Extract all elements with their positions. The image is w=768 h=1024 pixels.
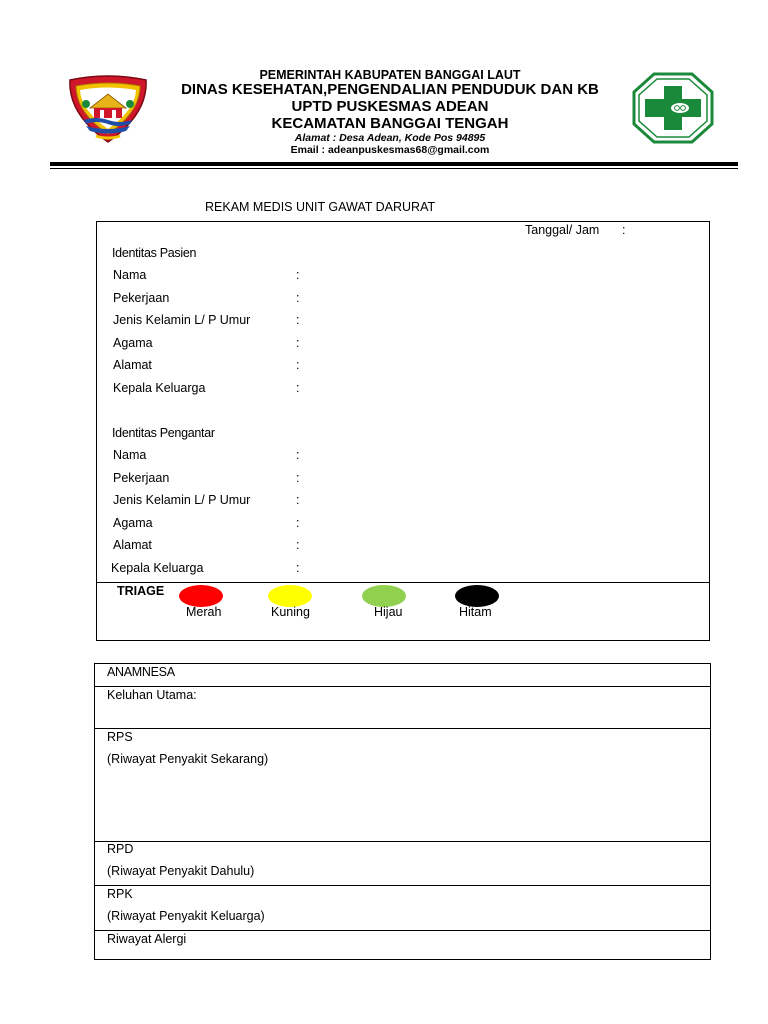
patient-field-label: Kepala Keluarga — [113, 380, 206, 395]
triage-dot-kuning — [268, 585, 312, 607]
riwayat-alergi-label: Riwayat Alergi — [107, 932, 187, 946]
letterhead-thick-rule — [50, 162, 738, 166]
rps-description: (Riwayat Penyakit Sekarang) — [107, 752, 269, 766]
triage-dot-hitam — [455, 585, 499, 607]
triage-label: TRIAGE — [117, 584, 165, 598]
triage-label-hitam: Hitam — [459, 605, 492, 619]
patient-field-colon: : — [296, 380, 300, 395]
patient-identity-heading: Identitas Pasien — [112, 246, 197, 260]
escort-field-label: Kepala Keluarga — [111, 560, 204, 575]
regency-coat-of-arms-icon — [66, 74, 150, 144]
identity-box — [96, 221, 710, 641]
escort-field-colon: : — [296, 493, 300, 507]
escort-field-label: Agama — [113, 515, 153, 530]
letterhead-puskesmas: UPTD PUSKESMAS ADEAN — [291, 97, 489, 115]
letterhead-address: Alamat : Desa Adean, Kode Pos 94895 — [294, 132, 486, 145]
puskesmas-cross-icon — [632, 72, 714, 144]
patient-field-label: Agama — [113, 335, 153, 350]
patient-field-colon: : — [296, 268, 300, 282]
anamnesa-divider — [95, 686, 710, 687]
patient-field-colon: : — [296, 335, 300, 350]
triage-label-hijau: Hijau — [374, 605, 403, 619]
escort-field-colon: : — [296, 515, 300, 530]
triage-label-merah: Merah — [186, 605, 222, 619]
escort-field-colon: : — [296, 448, 300, 462]
triage-dot-hijau — [362, 585, 406, 607]
patient-field-label: Pekerjaan — [113, 290, 170, 305]
rpk-label: RPK — [107, 887, 133, 901]
rpd-description: (Riwayat Penyakit Dahulu) — [107, 864, 255, 878]
date-time-colon: : — [622, 223, 626, 237]
letterhead-department: DINAS KESEHATAN,PENGENDALIAN PENDUDUK DAN KB — [181, 81, 599, 98]
escort-field-colon: : — [296, 470, 300, 485]
patient-field-label: Nama — [113, 268, 147, 282]
escort-field-colon: : — [296, 538, 300, 552]
patient-field-colon: : — [296, 358, 300, 372]
date-time-label: Tanggal/ Jam — [525, 223, 600, 237]
letterhead-district: KECAMATAN BANGGAI TENGAH — [271, 114, 509, 132]
patient-field-label: Alamat — [113, 358, 152, 372]
rps-label: RPS — [107, 730, 133, 744]
patient-field-label: Jenis Kelamin L/ P Umur — [113, 313, 251, 327]
rpd-label: RPD — [107, 842, 134, 856]
anamnesa-divider — [95, 728, 710, 729]
keluhan-utama-label: Keluhan Utama: — [107, 688, 197, 702]
letterhead-email: Email : adeanpuskesmas68@gmail.com — [290, 144, 490, 157]
triage-label-kuning: Kuning — [271, 605, 310, 619]
patient-field-colon: : — [296, 290, 300, 305]
anamnesa-divider — [95, 885, 710, 886]
escort-identity-heading: Identitas Pengantar — [112, 426, 215, 440]
patient-field-colon: : — [296, 313, 300, 327]
anamnesa-divider — [95, 930, 710, 931]
letterhead-government: PEMERINTAH KABUPATEN BANGGAI LAUT — [259, 68, 521, 82]
escort-field-label: Jenis Kelamin L/ P Umur — [113, 493, 251, 507]
anamnesa-box — [94, 663, 711, 960]
rpk-description: (Riwayat Penyakit Keluarga) — [107, 909, 265, 923]
escort-field-label: Pekerjaan — [113, 470, 170, 485]
letterhead-thin-rule — [50, 168, 738, 169]
escort-field-colon: : — [296, 560, 300, 575]
anamnesa-divider — [95, 841, 710, 842]
anamnesa-heading: ANAMNESA — [107, 665, 175, 679]
triage-dot-merah — [179, 585, 223, 607]
letterhead — [150, 68, 630, 157]
escort-field-label: Nama — [113, 448, 147, 462]
triage-divider — [97, 582, 709, 583]
escort-field-label: Alamat — [113, 538, 152, 552]
form-title: REKAM MEDIS UNIT GAWAT DARURAT — [205, 200, 436, 214]
